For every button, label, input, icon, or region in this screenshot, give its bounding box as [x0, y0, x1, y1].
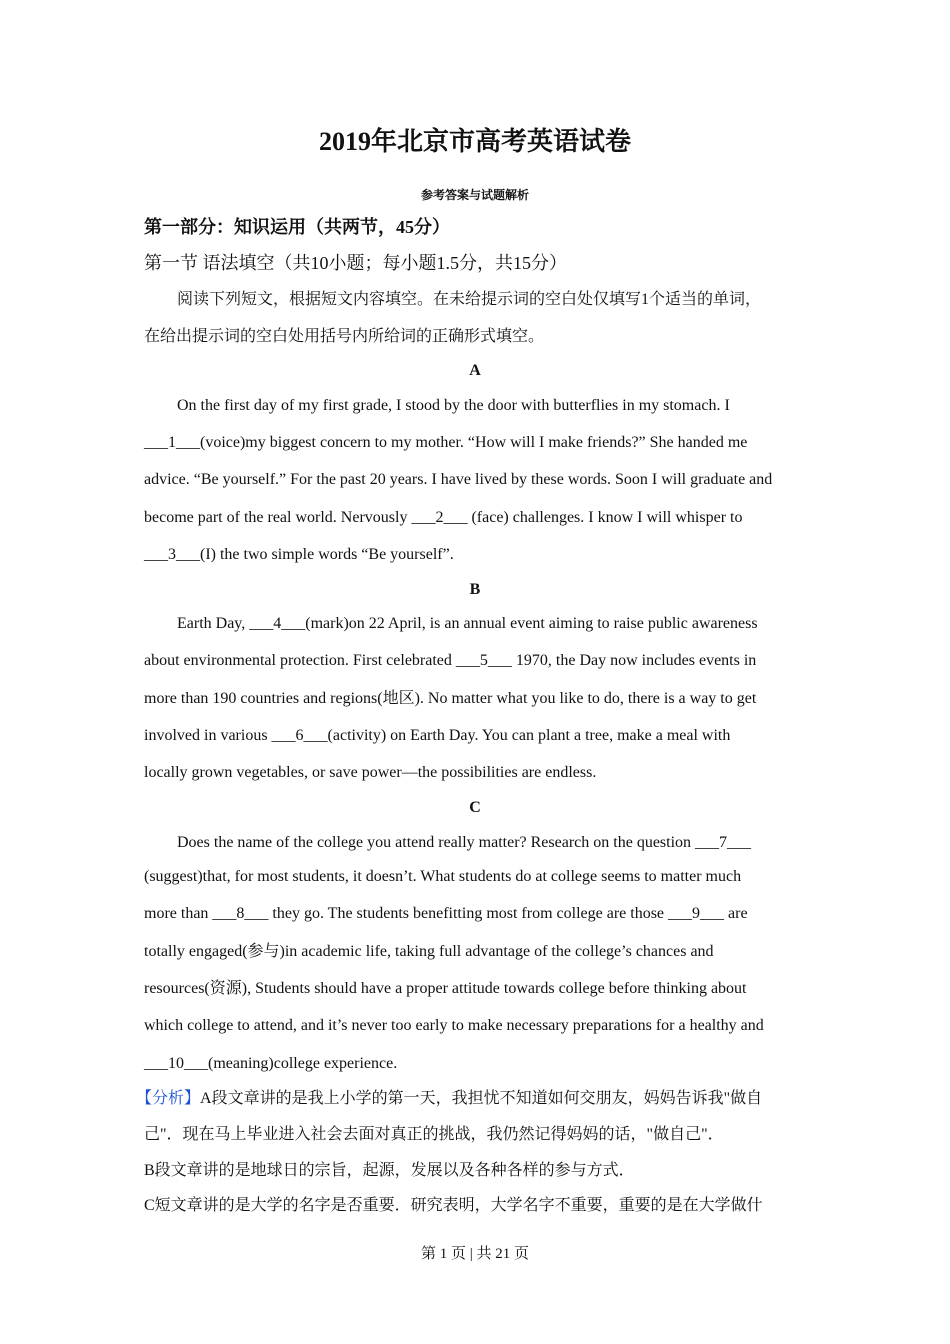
passage-line: Earth Day, ___4___(mark)on 22 April, is an annual event aiming to raise public awareness: [177, 615, 758, 632]
passage-line: more than ___8___ they go. The students benefitting most from college are those ___9___ are: [144, 905, 748, 922]
passage-label: C: [469, 799, 481, 816]
analysis-tag: 【分析】: [136, 1090, 201, 1107]
part-heading: 第一部分：知识运用（共两节，45分）: [144, 217, 450, 237]
analysis-line: B段文章讲的是地球日的宗旨，起源，发展以及各种各样的参与方式．: [144, 1162, 635, 1179]
passage-line: locally grown vegetables, or save power—the possibilities are endless.: [144, 764, 597, 781]
passage-line: about environmental protection. First celebrated ___5___ 1970, the Day now includes events in: [144, 652, 757, 669]
analysis-line: C短文章讲的是大学的名字是否重要．研究表明，大学名字不重要，重要的是在大学做什: [144, 1197, 763, 1214]
document-title: 2019年北京市高考英语试卷: [318, 127, 631, 156]
instruction-line: 阅读下列短文，根据短文内容填空。在未给提示词的空白处仅填写1个适当的单词，: [177, 291, 762, 308]
instruction-line: 在给出提示词的空白处用括号内所给词的正确形式填空。: [144, 328, 545, 345]
analysis-line: [136, 1089, 762, 1109]
passage-line: totally engaged(参与)in academic life, taking full advantage of the college’s chances and: [144, 943, 714, 960]
document-subtitle: 参考答案与试题解析: [420, 188, 529, 202]
passage-line: ___3___(I) the two simple words “Be yourself”.: [144, 546, 454, 563]
passage-label: B: [469, 581, 481, 598]
passage-line: more than 190 countries and regions(地区). No matter what you like to do, there is a way to get: [144, 690, 757, 707]
passage-line: ___10___(meaning)college experience.: [144, 1055, 398, 1072]
section-heading: 第一节 语法填空（共10小题；每小题1.5分，共15分）: [144, 253, 567, 273]
passage-line: On the first day of my first grade, I stood by the door with butterflies in my stomach. I: [177, 397, 730, 414]
passage-line: Does the name of the college you attend really matter? Research on the question ___7___: [177, 834, 752, 851]
analysis-text: A段文章讲的是我上小学的第一天，我担忧不知道如何交朋友，妈妈告诉我"做自: [200, 1090, 763, 1107]
passage-line: involved in various ___6___(activity) on Earth Day. You can plant a tree, make a meal with: [144, 727, 731, 744]
passage-line: resources(资源), Students should have a proper attitude towards college before thinking about: [144, 980, 747, 997]
passage-line: which college to attend, and it’s never too early to make necessary preparations for a healthy and: [144, 1017, 764, 1034]
passage-label: A: [469, 362, 481, 379]
analysis-line: 己"．现在马上毕业进入社会去面对真正的挑战，我仍然记得妈妈的话，"做自己"．: [144, 1126, 724, 1143]
passage-line: become part of the real world. Nervously ___2___ (face) challenges. I know I will whisper to: [144, 509, 743, 526]
page-footer: 第 1 页 | 共 21 页: [420, 1246, 529, 1262]
passage-line: advice. “Be yourself.” For the past 20 years. I have lived by these words. Soon I will graduate and: [144, 471, 773, 488]
passage-line: ___1___(voice)my biggest concern to my mother. “How will I make friends?” She handed me: [144, 434, 748, 451]
passage-line: (suggest)that, for most students, it doesn’t. What students do at college seems to matter much: [144, 868, 742, 885]
